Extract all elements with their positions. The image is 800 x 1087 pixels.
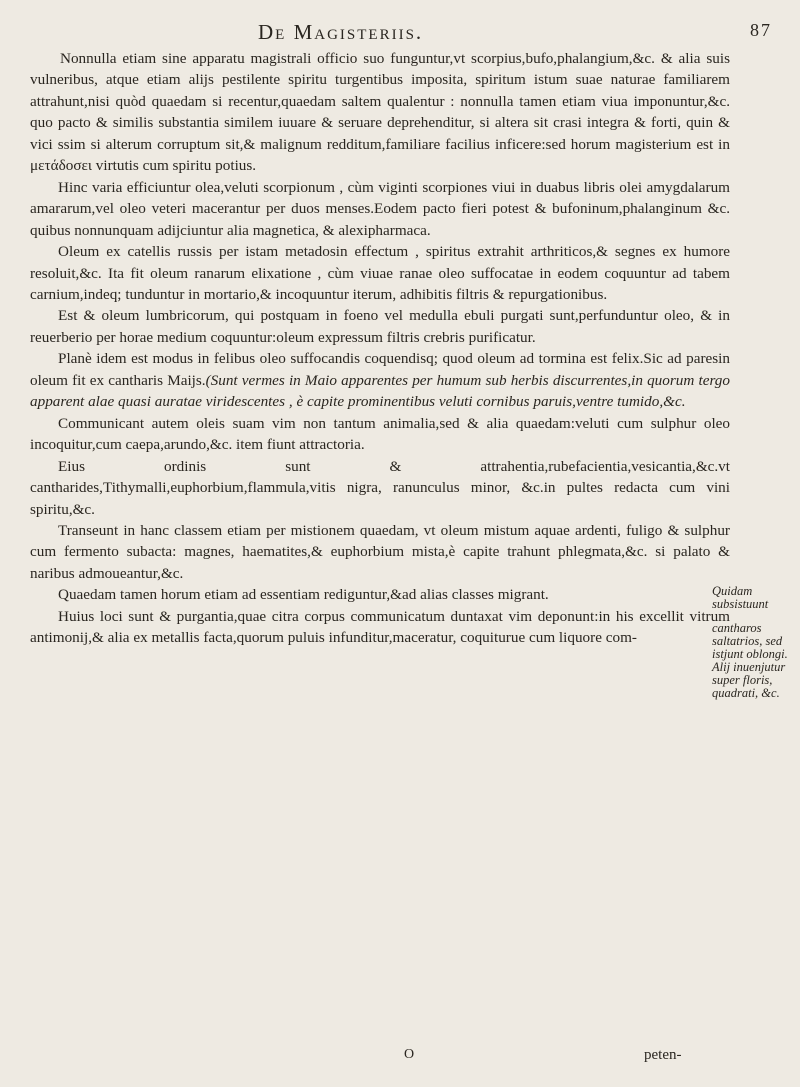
margin-note: Quidam subsistuunt — [712, 584, 769, 611]
paragraph: Est & oleum lumbricorum, qui postquam in foeno vel medulla ebuli purgati sunt,perfunduntur oleo, & in reuerberio per horae medium coquuntur:oleum expressum filtris crebris purificatur. — [30, 307, 730, 346]
paragraph-text: Planè idem est modus in felibus oleo suffocandis coquendisq; quod oleum ad tormina est felix.Sic ad paresin oleum fit ex cantharis Maijs. — [30, 350, 730, 389]
main-text — [30, 48, 730, 649]
catchword: peten- — [644, 1047, 682, 1063]
paragraph: Nonnulla etiam sine apparatu magistrali officio suo funguntur,vt scorpius,bufo,phalangium,&c. & alia suis vulneribus, atque etiam alijs pestilente spiritu turgentibus imposita, spiritum istum suae naturae familiarem attrahunt,nisi quòd quaedam si recentur,quaedam saltem qualentur : nonnulla tamen etiam viua imponuntur,&c. quo pacto & similis substantia similem iuuare & seruare deprehenditur, si altera sit crasi integra & forti, quin & vici ssim si alterum corruptum sit,& malignum redditum,familiare facilius inficere:sed horum magisterium est in μετάδοσει virtutis cum spiritu potius. — [30, 50, 730, 175]
page-number: 87 — [750, 20, 772, 40]
paragraph: Oleum ex catellis russis per istam metadosin effectum , spiritus extrahit arthriticos,& segnes ex humore resoluit,&c. Ita fit oleum ranarum elixatione , cùm viuae ranae oleo suffocatae in eodem coquuntur ad tabem carnium,indeq; tunduntur in mortario,& incoquuntur iterum, adhibitis filtris & repurgationibus. — [30, 243, 730, 303]
paragraph: Communicant autem oleis suam vim non tantum animalia,sed & alia quaedam:veluti cum sulphur oleo incoquitur,cum caepa,arundo,&c. item fiunt attractoria. — [30, 414, 730, 454]
paragraph: Quaedam tamen horum etiam ad essentiam rediguntur,&ad alias classes migrant. — [58, 586, 549, 604]
running-header — [0, 14, 800, 48]
paragraph: Transeunt in hanc classem etiam per mistionem quaedam, vt oleum mistum aquae ardenti, fuligo & sulphur cum fermento subacta: magnes, haematites,& euphorbium mista,è capite trahunt phlegmata,&c. si palato & naribus admoueantur,&c. — [30, 521, 730, 582]
paragraph: Hinc varia efficiuntur olea,veluti scorpionum , cùm viginti scorpiones viui in duabus libris olei amygdalarum amararum,vel oleo veteri macerantur per duos menses.Eodem pacto fieri potest & bufoninum,phalanginum &c. quibus nonnunquam adijciuntur alia magnetica, & alexipharmaca. — [30, 178, 730, 239]
paragraph: Huius loci sunt & purgantia,quae citra corpus communicatum duntaxat vim deponunt:in his excellit vitrum antimonij,& alia ex metallis facta,quorum puluis infunditur,maceratur, coquiturue cum liquore com- — [30, 607, 730, 647]
italic-note: (Sunt vermes in Maio apparentes per humum sub herbis discurrentes,in quorum tergo apparent alae quasi auratae viridescentes , è capite prominentibus veluti cornibus paruis,ventre tumido,&c. — [30, 371, 730, 411]
paragraph: Eius ordinis sunt & attrahentia,rubefacientia,vesicantia,&c.vt cantharides,Tithymalli,euphorbium,flammula,vitis nigra, ranunculus minor, &c.in pultes redacta cum vini spiritu,&c. — [30, 457, 730, 518]
margin-note: cantharos saltatrios, sed istjunt oblongi. Alij inuenjutur super floris, quadrati, &c. — [712, 621, 788, 700]
paragraph — [30, 348, 730, 412]
running-title: De Magisteriis. — [258, 20, 424, 44]
catchline — [0, 1047, 800, 1071]
signature-mark: O — [404, 1047, 415, 1062]
